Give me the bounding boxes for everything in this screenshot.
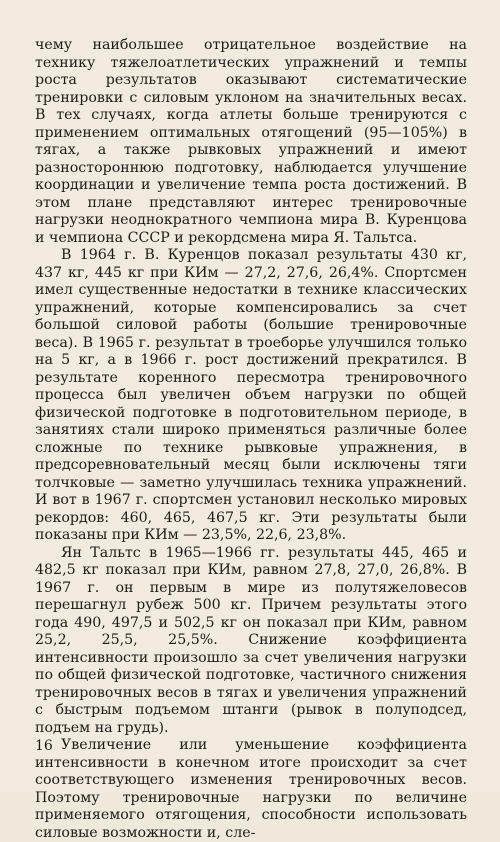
body-text	[35, 37, 467, 842]
paragraph-2: В 1964 г. В. Куренцов показал результаты 430 кг, 437 кг, 445 кг при КИм — 27,2, 27,6, 26,4%. Спортсмен имел существенные недостатки в технике классических упражнений, которые компенсировались за счет большой силовой работы (большие тренировочные веса). В 1965 г. результат в троеборье улучшился только на 5 кг, а в 1966 г. рост достижений прекратился. В результате коренного пересмотра тренировочного процесса был увеличен объем нагрузки по общей физической подготовке в подготовительном периоде, в занятиях стали широко применяться различные более сложные по технике рывковые упражнения, в предсоревновательный месяц были исключены тяги толчковые — заметно улучшилась техника упражнений. И вот в 1967 г. спортсмен установил несколько мировых рекордов: 460, 465, 467,5 кг. Эти результаты были показаны при КИм — 23,5%, 22,6, 23,8%.	[35, 247, 467, 543]
paragraph-4: Увеличение или уменьшение коэффициента интенсивности в конечном итоге происходит за счет соответствующего изменения тренировочных весов. Поэтому тренировочные нагрузки по величине применяемого отягощения, способности использовать силовые возможности и, сле-	[35, 737, 467, 841]
page-number: 16	[35, 738, 53, 754]
paragraph-1: чему наибольшее отрицательное воздействие на технику тяжелоатлетических упражнений и темпы роста результатов оказывают систематические тренировки с силовым уклоном на значительных весах. В тех случаях, когда атлеты больше тренируются с применением оптимальных отягощений (95—105%) в тягах, а также рывковых упражнений и имеют разностороннюю подготовку, наблюдается улучшение координации и увеличение темпа роста достижений. В этом плане представляют интерес тренировочные нагрузки неоднократного чемпиона мира В. Куренцова и чемпиона СССР и рекордсмена мира Я. Тальтса.	[35, 37, 467, 246]
paragraph-3: Ян Тальтс в 1965—1966 гг. результаты 445, 465 и 482,5 кг показал при КИм, равном 27,8, 27,0, 26,8%. В 1967 г. он первым в мире из полутяжеловесов перешагнул рубеж 500 кг. Причем результаты этого года 490, 497,5 и 502,5 кг он показал при КИм, равном 25,2, 25,5, 25,5%. Снижение коэффициента интенсивности произошло за счет увеличения нагрузки по общей физической подготовке, частичного снижения тренировочных весов в тягах и увеличения упражнений с быстрым подъемом штанги (рывок в полуподсед, подъем на грудь).	[35, 544, 467, 736]
